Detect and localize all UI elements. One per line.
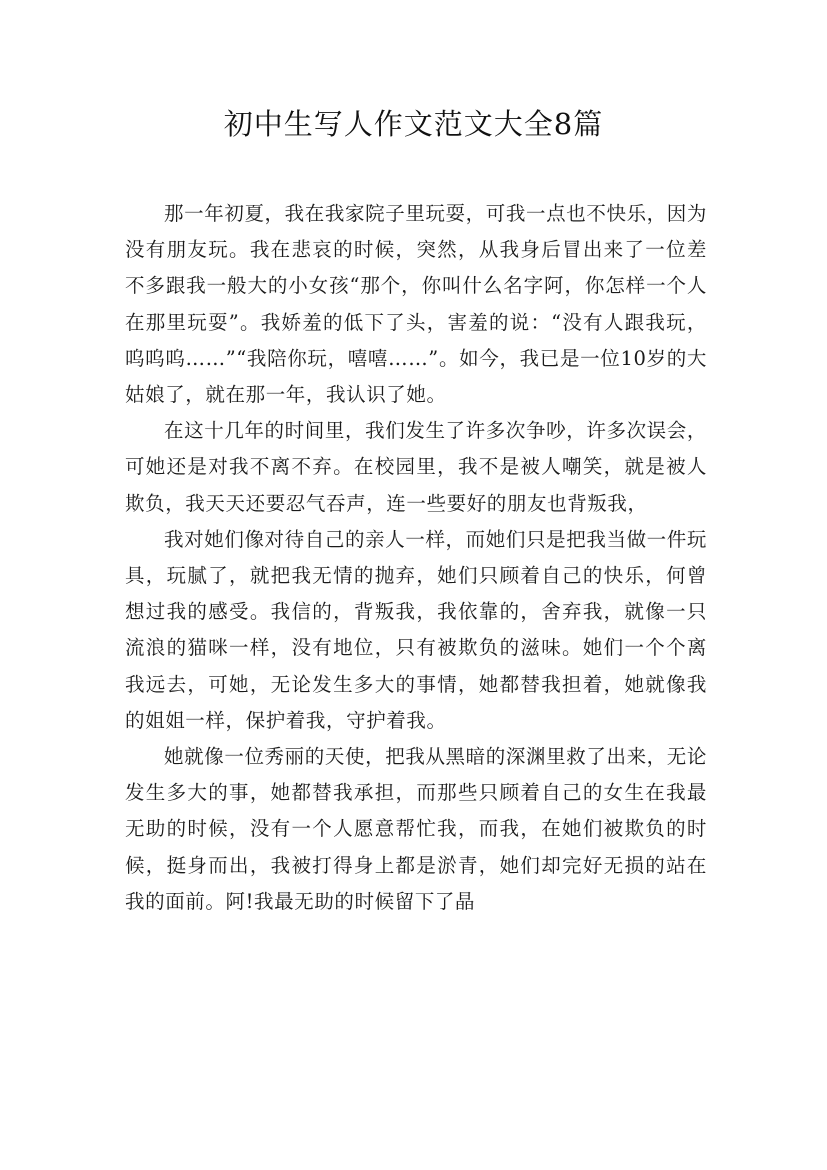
paragraph-3: 我对她们像对待自己的亲人一样，而她们只是把我当做一件玩具，玩腻了，就把我无情的抛弃，她们只顾着自己的快乐，何曾想过我的感受。我信的，背叛我，我依靠的，舍弃我，就像一只流浪的猫咪一样，没有地位，只有被欺负的滋味。她们一个个离我远去，可她，无论发生多大的事情，她都替我担着，她就像我的姐姐一样，保护着我，守护着我。 (125, 527, 707, 732)
document-title: 初中生写人作文范文大全8篇 (223, 107, 604, 141)
paragraph-2: 在这十几年的时间里，我们发生了许多次争吵，许多次误会，可她还是对我不离不弃。在校园里，我不是被人嘲笑，就是被人欺负，我天天还要忍气吞声，连一些要好的朋友也背叛我， (125, 419, 707, 515)
document-body (125, 196, 707, 920)
paragraph-4: 她就像一位秀丽的天使，把我从黑暗的深渊里救了出来，无论发生多大的事，她都替我承担，而那些只顾着自己的女生在我最无助的时候，没有一个人愿意帮忙我，而我，在她们被欺负的时候，挺身而出，我被打得身上都是淤青，她们却完好无损的站在我的面前。阿!我最无助的时候留下了晶 (125, 745, 707, 913)
paragraph-1: 那一年初夏，我在我家院子里玩耍，可我一点也不快乐，因为没有朋友玩。我在悲哀的时候，突然，从我身后冒出来了一位差不多跟我一般大的小女孩“那个，你叫什么名字阿，你怎样一个人在那里玩耍”。我娇羞的低下了头，害羞的说：“没有人跟我玩，呜呜呜……”“我陪你玩，嘻嘻……”。如今，我已是一位10岁的大姑娘了，就在那一年，我认识了她。 (125, 202, 707, 407)
